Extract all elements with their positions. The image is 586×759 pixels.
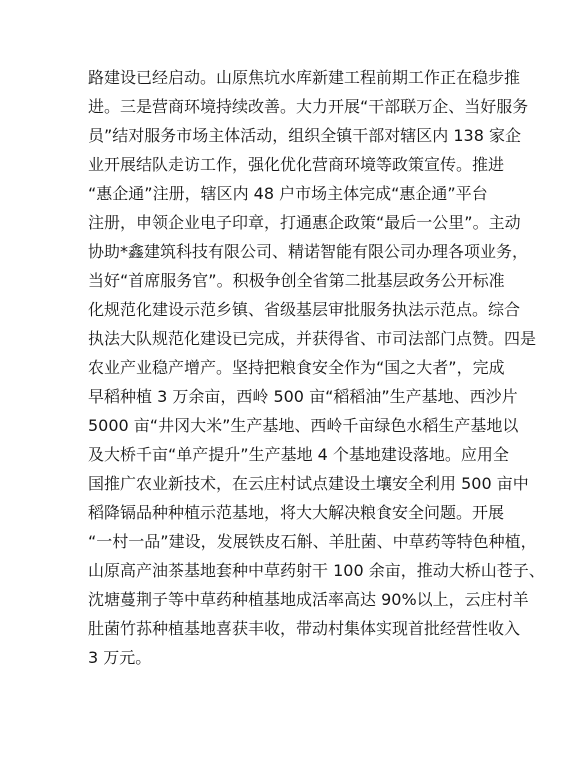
- text-line: 3 万元。: [88, 648, 152, 667]
- text-line: 国推广农业新技术，在云庄村试点建设土壤安全利用 500 亩中: [88, 474, 529, 493]
- text-line: 及大桥千亩“单产提升”生产基地 4 个基地建设落地。应用全: [88, 445, 509, 464]
- text-line: 化规范化建设示范乡镇、省级基层审批服务执法示范点。综合: [88, 300, 521, 319]
- text-line: 早稻种植 3 万余亩，西岭 500 亩“稻稻油”生产基地、西沙片: [88, 387, 518, 406]
- text-line: 稻降镉品种种植示范基地，将大大解决粮食安全问题。开展: [88, 503, 505, 522]
- text-line: 5000 亩“井冈大米”生产基地、西岭千亩绿色水稻生产基地以: [88, 416, 519, 435]
- text-line: 肚菌竹荪种植基地喜获丰收，带动村集体实现首批经营性收入: [88, 619, 521, 638]
- text-line: 协助*鑫建筑科技有限公司、精诺智能有限公司办理各项业务，: [88, 242, 529, 261]
- text-line: 注册，申领企业电子印章，打通惠企政策“最后一公里”。主动: [88, 213, 521, 232]
- text-line: “一村一品”建设，发展铁皮石斛、羊肚菌、中草药等特色种植，: [88, 532, 537, 551]
- body-text: [88, 63, 545, 672]
- text-line: “惠企通”注册，辖区内 48 户市场主体完成“惠企通”平台: [88, 184, 488, 203]
- text-line: 当好“首席服务官”。积极争创全省第二批基层政务公开标准: [88, 271, 505, 290]
- text-line: 业开展结队走访工作，强化优化营商环境等政策宣传。推进: [88, 155, 505, 174]
- text-line: 进。三是营商环境持续改善。大力开展“干部联万企、当好服务: [88, 97, 529, 116]
- text-line: 农业产业稳产增产。坚持把粮食安全作为“国之大者”，完成: [88, 358, 505, 377]
- text-line: 山原高产油茶基地套种中草药射干 100 余亩，推动大桥山苍子、: [88, 561, 545, 580]
- text-line: 执法大队规范化建设已完成，并获得省、市司法部门点赞。四是: [88, 329, 537, 348]
- text-line: 沈塘蔓荆子等中草药种植基地成活率高达 90%以上，云庄村羊: [88, 590, 529, 609]
- text-line: 路建设已经启动。山原焦坑水库新建工程前期工作正在稳步推: [88, 68, 521, 87]
- text-line: 员”结对服务市场主体活动，组织全镇干部对辖区内 138 家企: [88, 126, 522, 145]
